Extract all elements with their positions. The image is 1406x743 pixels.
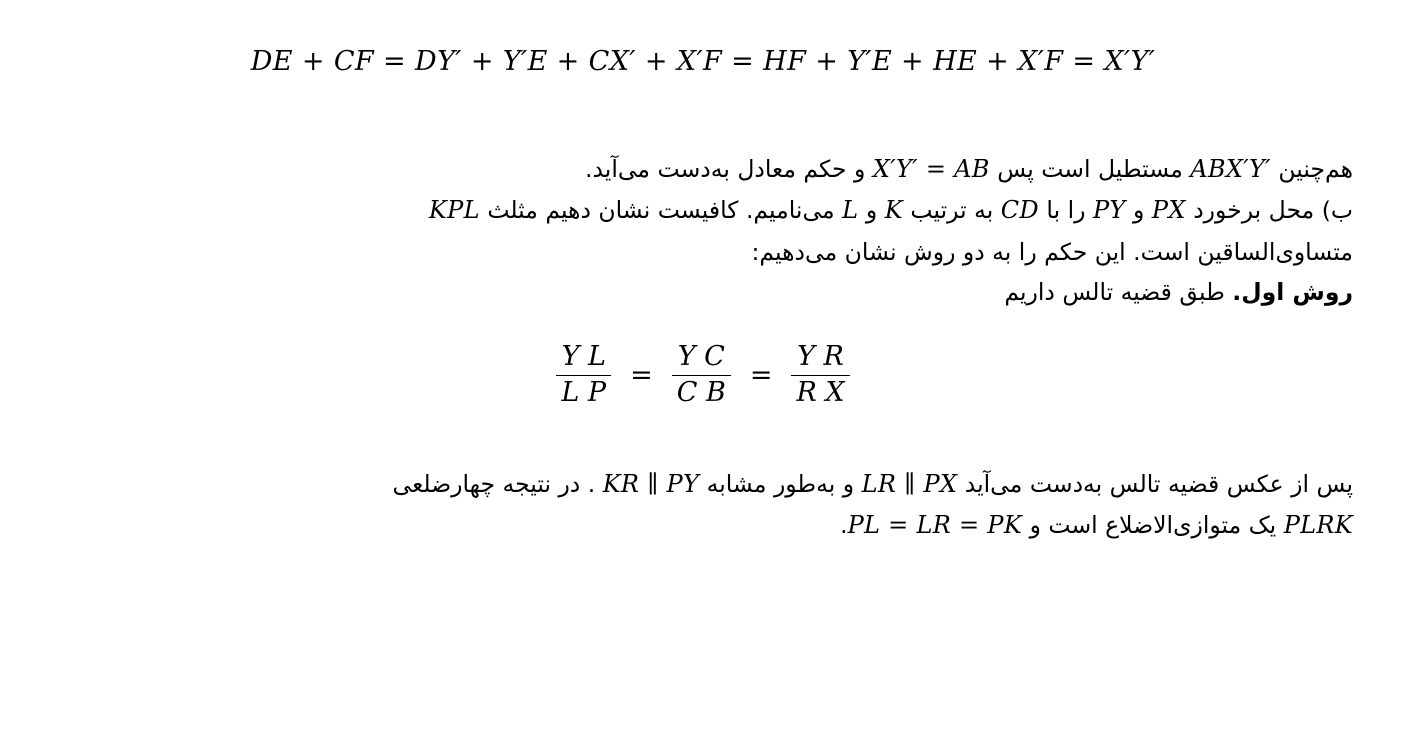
conclusion-line-2 [840, 511, 1353, 539]
paragraph-conclusion [53, 464, 1353, 547]
text-segment: و [1133, 196, 1145, 225]
equation-line-top: DE + CF = DY′ + Y′E + CX′ + X′F = HF + Y′E + HE + X′F = X′Y′ [250, 46, 1156, 77]
text-segment: را با [1046, 196, 1086, 225]
paragraph-part-b [53, 190, 1353, 312]
fraction-numerator: Y C [677, 341, 725, 373]
inline-math: KR ∥ PY [602, 469, 700, 498]
document-page [0, 46, 1406, 743]
text-segment: طبق قضیه تالس داریم [1004, 277, 1225, 306]
equals-sign: = [749, 359, 773, 391]
equation-fraction-chain [40, 342, 1366, 407]
equals-sign: = [630, 359, 653, 391]
fraction-numerator: Y L [561, 341, 606, 373]
text-segment: ب) محل برخورد [1193, 196, 1353, 225]
inline-math: PY [1092, 196, 1126, 225]
inline-math: CD [1000, 196, 1039, 225]
fraction-numerator: Y R [797, 341, 844, 373]
text-segment: می‌نامیم. کافیست نشان دهیم مثلث [487, 196, 835, 225]
text-segment: و به‌طور مشابه [706, 469, 855, 498]
text-segment: به ترتیب [910, 196, 994, 225]
text-segment: متساوی‌الساقین است. این حکم را به دو روش نشان می‌دهیم: [751, 237, 1353, 266]
fraction-denominator: L P [556, 375, 611, 408]
inline-math: KPL [428, 196, 480, 225]
inline-math: K [884, 196, 903, 225]
inline-math: LR ∥ PX [861, 469, 958, 498]
text-segment: مستطیل است پس [997, 155, 1183, 183]
text-segment: و حکم معادل به‌دست می‌آید. [584, 155, 866, 183]
text-segment: و [865, 196, 878, 225]
fraction-denominator: R X [791, 375, 849, 408]
inline-math: L [842, 196, 859, 225]
inline-math: PLRK [1283, 511, 1353, 540]
fraction-term [672, 342, 731, 407]
fraction-denominator: C B [672, 375, 731, 408]
inline-math: PX [1151, 196, 1186, 225]
fraction-term [556, 342, 611, 407]
paragraph-hamchenin [53, 149, 1353, 190]
text-segment: . [840, 511, 848, 540]
text-segment: یک متوازی‌الاضلاع است و [1029, 511, 1277, 540]
text-segment: . در نتیجه چهارضلعی [392, 469, 596, 498]
inline-math: ABX′Y′ [1190, 155, 1271, 183]
text-segment: هم‌چنین [1278, 155, 1353, 183]
text-segment: پس از عکس قضیه تالس به‌دست می‌آید [964, 469, 1353, 498]
fraction-term [791, 342, 849, 407]
inline-math: PL = LR = PK [847, 511, 1023, 540]
method-label: روش اول. [1232, 277, 1353, 306]
inline-math: X′Y′ = AB [872, 155, 990, 183]
